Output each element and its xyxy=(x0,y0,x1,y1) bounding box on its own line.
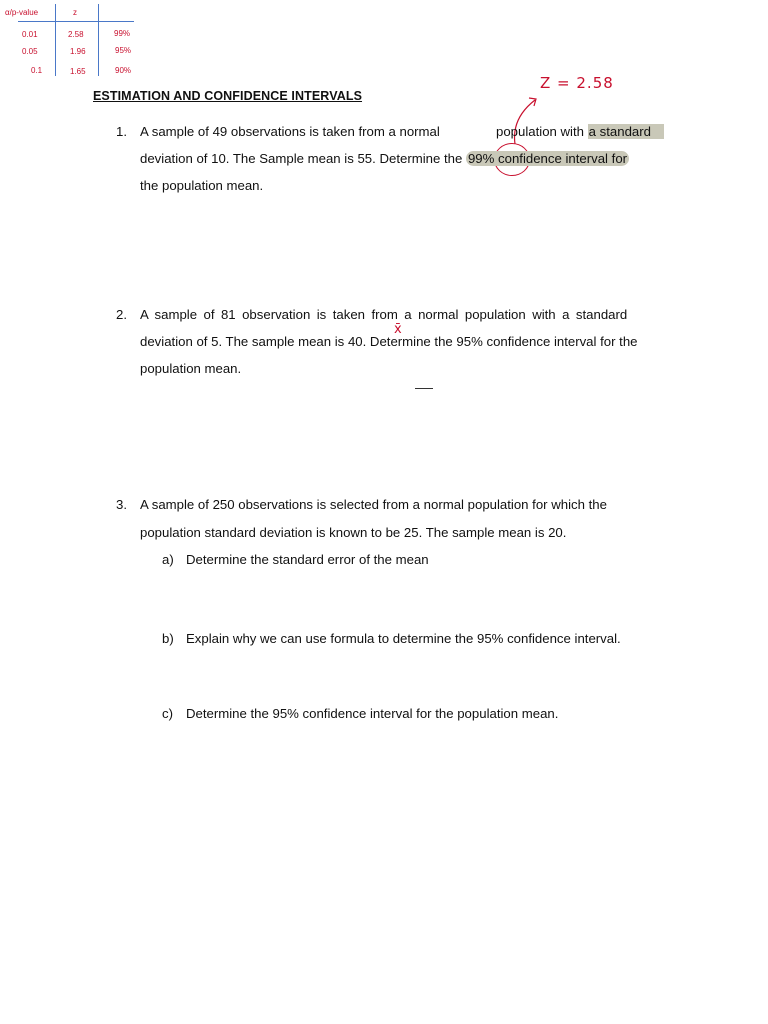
handwritten-z-table xyxy=(0,0,160,82)
highlighted-text: a standard xyxy=(588,124,664,139)
table-cell-z: 1.96 xyxy=(70,47,86,56)
sub-question-label: b) xyxy=(162,631,174,646)
table-divider xyxy=(18,21,134,22)
question-3-line-1: A sample of 250 observations is selected from a normal population for which the xyxy=(140,497,607,512)
table-divider xyxy=(55,4,56,76)
sub-question-c-text: Determine the 95% confidence interval for the population mean. xyxy=(186,706,559,721)
table-cell-z: 2.58 xyxy=(68,30,84,39)
question-1-line-2 xyxy=(140,151,629,167)
table-cell-alpha: 0.05 xyxy=(22,47,38,56)
table-divider xyxy=(98,4,99,76)
question-number: 2. xyxy=(116,307,127,322)
page-title: ESTIMATION AND CONFIDENCE INTERVALS xyxy=(93,89,363,103)
question-number: 1. xyxy=(116,124,127,139)
question-1-text: A sample of 49 observations is taken from a normal xyxy=(140,124,440,139)
question-2-line-3: population mean. xyxy=(140,361,242,376)
question-1-line-3: the population mean. xyxy=(140,178,264,193)
question-2-line-2: deviation of 5. The sample mean is 40. Determine the 95% confidence interval for the xyxy=(140,334,638,349)
question-1-text: population with xyxy=(496,124,588,139)
table-cell-alpha: 0.01 xyxy=(22,30,38,39)
table-cell-alpha: 0.1 xyxy=(31,66,43,75)
table-header-alpha: α/p-value xyxy=(5,8,39,17)
question-1-line-1 xyxy=(140,124,440,140)
table-cell-z: 1.65 xyxy=(70,67,86,76)
question-2-line-1: A sample of 81 observation is taken from a normal population with a standard xyxy=(140,307,628,322)
question-1-text: deviation of 10. The Sample mean is 55. Determine the xyxy=(140,151,466,166)
question-1-line-1-right xyxy=(496,124,664,140)
table-cell-confidence: 99% xyxy=(114,29,131,38)
table-cell-confidence: 95% xyxy=(115,46,132,55)
pen-stroke-mark xyxy=(415,388,433,389)
question-number: 3. xyxy=(116,497,127,512)
sub-question-label: a) xyxy=(162,552,174,567)
x-bar-annotation: x̄ xyxy=(394,322,402,337)
sub-question-label: c) xyxy=(162,706,173,721)
sub-question-a-text: Determine the standard error of the mean xyxy=(186,552,429,567)
question-3-line-2: population standard deviation is known to be 25. The sample mean is 20. xyxy=(140,525,567,540)
table-cell-confidence: 90% xyxy=(115,66,132,75)
highlighted-text: 99% confidence interval for xyxy=(467,151,628,166)
sub-question-b-text: Explain why we can use formula to determine the 95% confidence interval. xyxy=(186,631,621,646)
z-value-annotation: Z = 2.58 xyxy=(540,74,614,92)
table-header-z: z xyxy=(73,8,77,17)
